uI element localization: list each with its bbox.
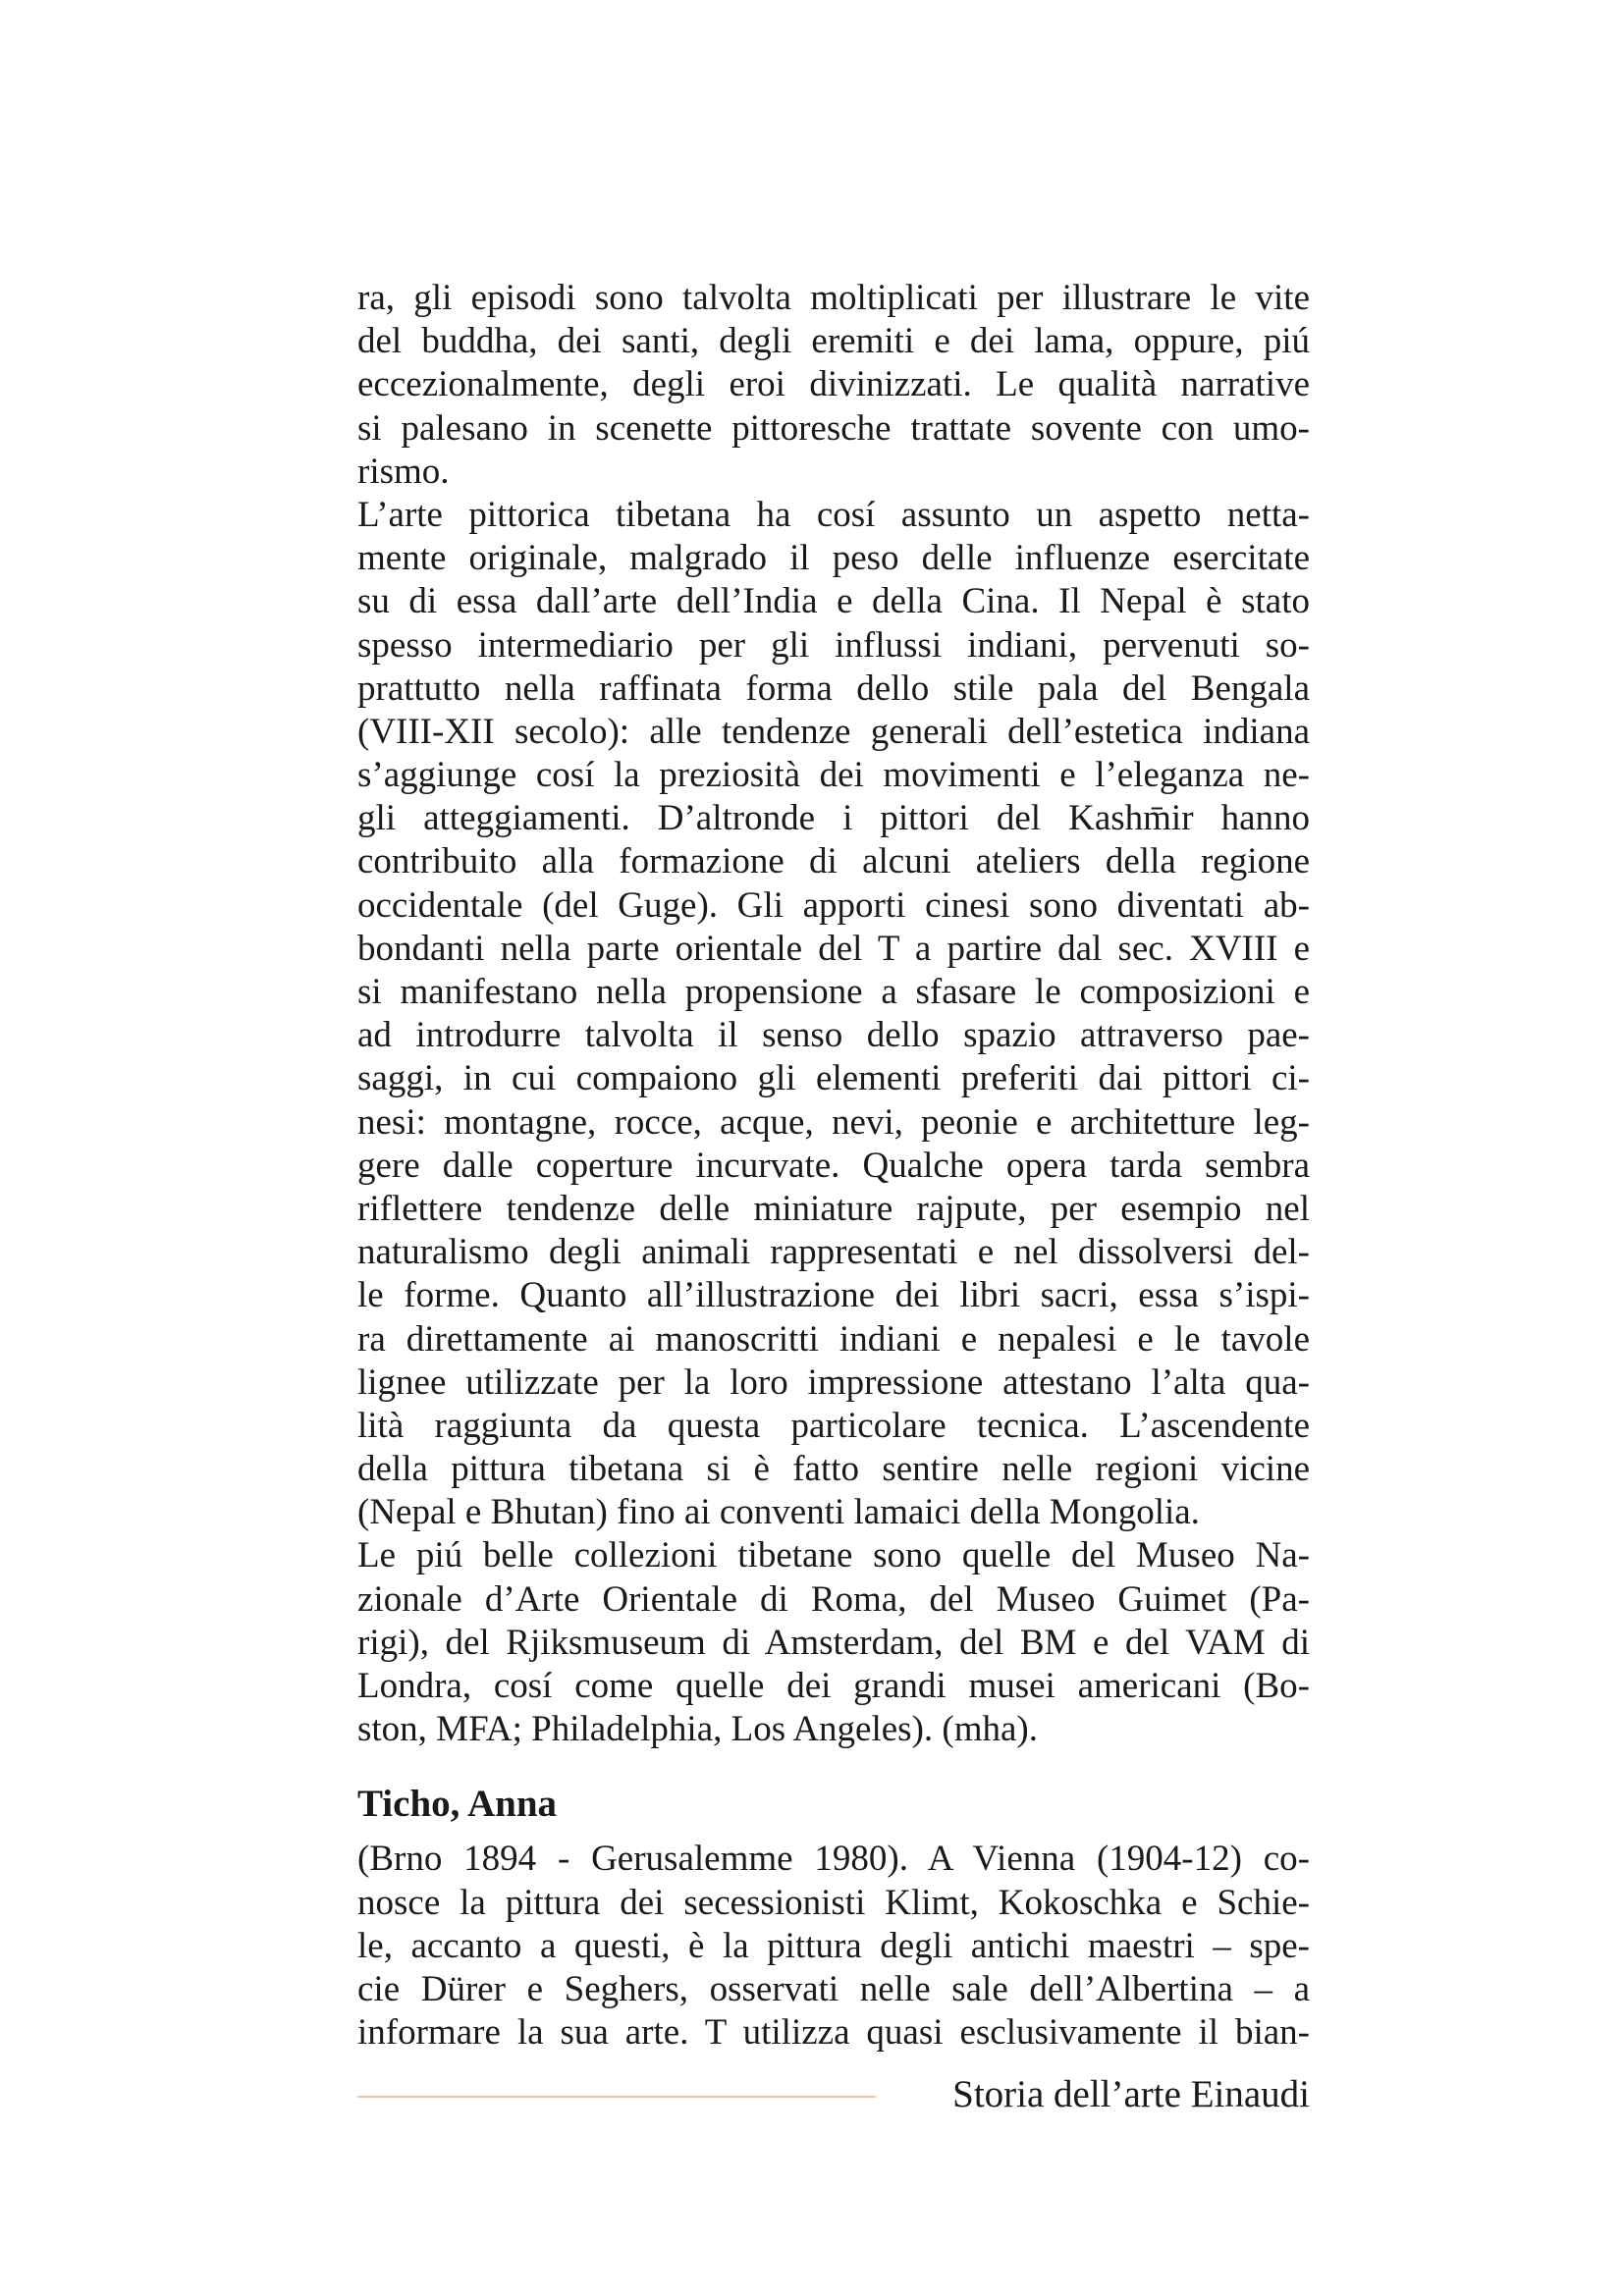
text-line: del buddha, dei santi, degli eremiti e dei lama, oppure, piú xyxy=(357,321,1310,362)
text-line: occidentale (del Guge). Gli apporti cinesi sono diventati ab- xyxy=(357,884,1310,926)
text-line: (Nepal e Bhutan) fino ai conventi lamaici della Mongolia. xyxy=(357,1492,1200,1533)
text-line: saggi, in cui compaiono gli elementi preferiti dai pittori ci- xyxy=(357,1058,1310,1099)
text-line: zionale d’Arte Orientale di Roma, del Museo Guimet (Pa- xyxy=(357,1578,1310,1620)
text-line: bondanti nella parte orientale del T a partire dal sec. XVIII e xyxy=(357,928,1310,969)
entry-ticho-text xyxy=(357,1838,1310,2055)
text-line: le, accanto a questi, è la pittura degli antichi maestri – spe- xyxy=(357,1925,1310,1966)
text-line: rismo. xyxy=(357,451,450,492)
entry-heading: Ticho, Anna xyxy=(357,1783,558,1826)
text-line: informare la sua arte. T utilizza quasi esclusivamente il bian- xyxy=(357,2012,1310,2054)
text-line: nosce la pittura dei secessionisti Klimt, Kokoschka e Schie- xyxy=(357,1882,1310,1923)
text-line: gere dalle coperture incurvate. Qualche opera tarda sembra xyxy=(357,1145,1310,1186)
article-tibet-text xyxy=(357,277,1310,1751)
page-footer xyxy=(357,2067,1310,2122)
text-line: si palesano in scenette pittoresche trattate sovente con umo- xyxy=(357,407,1310,449)
text-line: gli atteggiamenti. D’altronde i pittori del Kashm̄ir hanno xyxy=(357,798,1310,839)
text-line: ad introdurre talvolta il senso dello spazio attraverso pae- xyxy=(357,1015,1310,1056)
footer-rule xyxy=(357,2096,876,2098)
text-line: (Brno 1894 - Gerusalemme 1980). A Vienna (1904-12) co- xyxy=(357,1839,1310,1880)
text-line: cie Dürer e Seghers, osservati nelle sale dell’Albertina – a xyxy=(357,1968,1310,2009)
text-line: eccezionalmente, degli eroi divinizzati. Le qualità narrative xyxy=(357,364,1310,405)
text-line: rigi), del Rjiksmuseum di Amsterdam, del BM e del VAM di xyxy=(357,1622,1310,1663)
text-line: Londra, cosí come quelle dei grandi musei americani (Bo- xyxy=(357,1666,1310,1706)
text-line: L’arte pittorica tibetana ha cosí assunto un aspetto netta- xyxy=(357,494,1310,535)
text-line: le forme. Quanto all’illustrazione dei libri sacri, essa s’ispi- xyxy=(357,1275,1310,1316)
page-body xyxy=(357,277,1310,2055)
text-line: ra, gli episodi sono talvolta moltiplicati per illustrare le vite xyxy=(357,278,1310,318)
text-line: nesi: montagne, rocce, acque, nevi, peonie e architetture leg- xyxy=(357,1101,1310,1143)
text-line: della pittura tibetana si è fatto sentire nelle regioni vicine xyxy=(357,1449,1310,1490)
text-line: s’aggiunge cosí la preziosità dei movimenti e l’eleganza ne- xyxy=(357,755,1310,796)
text-line: naturalismo degli animali rappresentati e nel dissolversi del- xyxy=(357,1232,1310,1273)
text-line: riflettere tendenze delle miniature rajpute, per esempio nel xyxy=(357,1188,1310,1229)
text-line: si manifestano nella propensione a sfasare le composizioni e xyxy=(357,972,1310,1012)
text-line: Le piú belle collezioni tibetane sono quelle del Museo Na- xyxy=(357,1535,1310,1576)
text-line: lità raggiunta da questa particolare tecnica. L’ascendente xyxy=(357,1405,1310,1446)
text-line: mente originale, malgrado il peso delle influenze esercitate xyxy=(357,538,1310,579)
text-line: lignee utilizzate per la loro impressione attestano l’alta qua- xyxy=(357,1362,1310,1403)
text-line: spesso intermediario per gli influssi indiani, pervenuti so- xyxy=(357,624,1310,666)
text-line: su di essa dall’arte dell’India e della Cina. Il Nepal è stato xyxy=(357,581,1310,622)
text-line: prattutto nella raffinata forma dello stile pala del Bengala xyxy=(357,667,1310,709)
text-line: ra direttamente ai manoscritti indiani e nepalesi e le tavole xyxy=(357,1318,1310,1360)
text-line: (VIII-XII secolo): alle tendenze generali dell’estetica indiana xyxy=(357,711,1310,752)
text-line: contribuito alla formazione di alcuni ateliers della regione xyxy=(357,841,1310,882)
footer-title: Storia dell’arte Einaudi xyxy=(952,2073,1310,2115)
text-line: ston, MFA; Philadelphia, Los Angeles). (mha). xyxy=(357,1709,1038,1750)
